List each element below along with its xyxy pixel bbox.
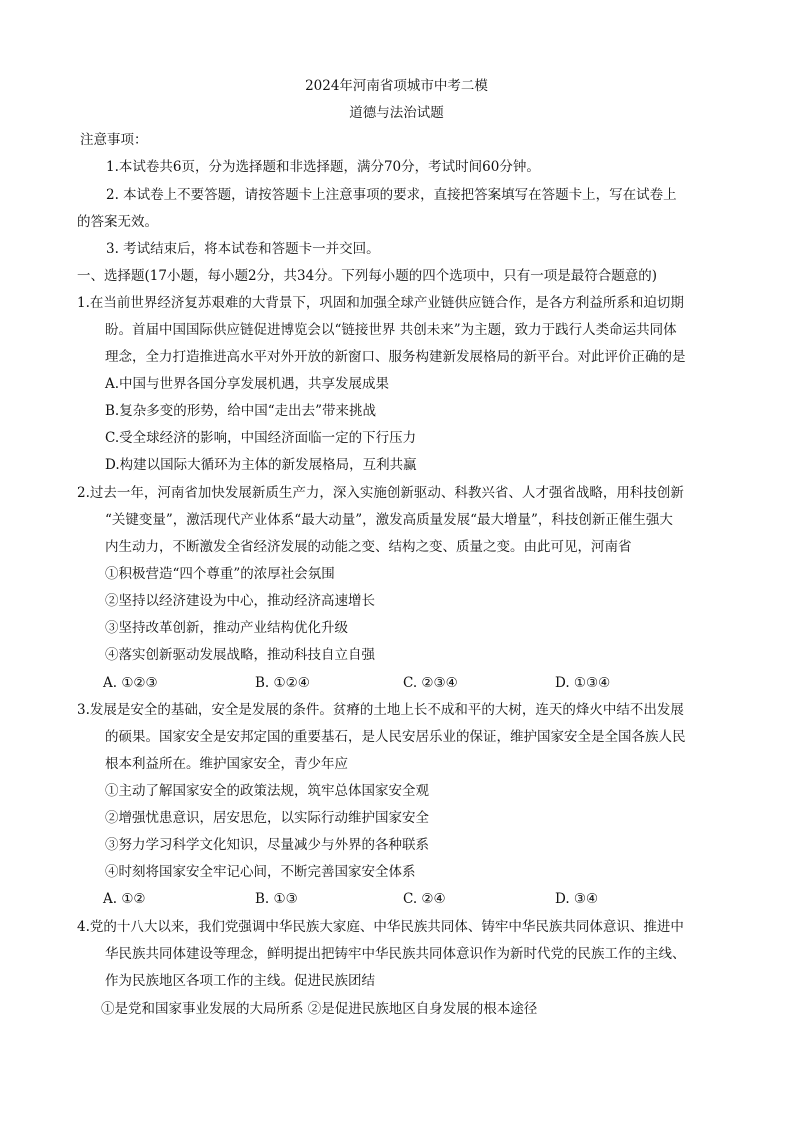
q2-options [103,673,663,693]
q3-statement-4: ④时刻将国家安全牢记心间，不断完善国家安全体系 [105,864,416,880]
exam-subject: 道德与法治试题 [349,105,444,121]
q2-statement-3: ③坚持改革创新，推动产业结构优化升级 [105,620,348,636]
q4-statements-1-2: ①是党和国家事业发展的大局所系 ②是促进民族地区自身发展的根本途径 [101,1001,538,1017]
q1-stem-line-1: 1.在当前世界经济复苏艰难的大背景下，巩固和加强全球产业链供应链合作，是各方利益所系和迫切期 [77,295,684,311]
notice-item-2-line-1: 2. 本试卷上不要答题，请按答题卡上注意事项的要求，直接把答案填写在答题卡上，写在试卷上 [106,187,677,203]
q1-stem-line-3: 理念，全力打造推进高水平对外开放的新窗口、服务构建新发展格局的新平台。对此评价正确的是 [105,349,686,365]
q2-option-b: B. ①②④ [255,675,310,691]
section-1-heading: 一、选择题(17小题，每小题2分，共34分。下列每小题的四个选项中，只有一项是最符合题意的) [77,268,657,284]
q3-statement-1: ①主动了解国家安全的政策法规，筑牢总体国家安全观 [105,783,429,799]
notice-item-1: 1.本试卷共6页，分为选择题和非选择题，满分70分，考试时间60分钟。 [106,159,540,175]
q2-stem-line-3: 内生动力，不断激发全省经济发展的动能之变、结构之变、质量之变。由此可见，河南省 [105,539,632,555]
notice-heading: 注意事项： [80,132,148,148]
q2-option-d: D. ①③④ [555,675,611,691]
q1-option-c: C.受全球经济的影响，中国经济面临一定的下行压力 [105,430,417,446]
q3-statement-2: ②增强忧患意识，居安思危，以实际行动维护国家安全 [105,810,429,826]
q3-statement-3: ③努力学习科学文化知识，尽量减少与外界的各种联系 [105,837,429,853]
q4-stem-line-1: 4.党的十八大以来，我们党强调中华民族大家庭、中华民族共同体、铸牢中华民族共同体意识、推进中 [77,919,684,935]
q3-stem-line-3: 根本利益所在。维护国家安全，青少年应 [105,756,348,772]
q4-stem-line-2: 华民族共同体建设等理念，鲜明提出把铸牢中华民族共同体意识作为新时代党的民族工作的主线、 [105,946,686,962]
q2-statement-1: ①积极营造“四个尊重”的浓厚社会氛围 [105,566,335,582]
q3-options [103,889,663,909]
q3-option-b: B. ①③ [255,891,298,907]
q2-stem-line-1: 2.过去一年，河南省加快发展新质生产力，深入实施创新驱动、科教兴省、人才强省战略，用科技创新 [77,485,684,501]
q2-option-a: A. ①②③ [103,675,158,691]
q3-option-c: C. ②④ [403,891,446,907]
q2-statement-4: ④落实创新驱动发展战略，推动科技自立自强 [105,647,375,663]
q2-option-c: C. ②③④ [403,675,458,691]
q2-statement-2: ②坚持以经济建设为中心，推动经济高速增长 [105,593,375,609]
exam-title: 2024年河南省项城市中考二模 [305,78,488,94]
q3-option-d: D. ③④ [555,891,599,907]
q1-option-a: A.中国与世界各国分享发展机遇，共享发展成果 [105,376,390,392]
notice-item-3: 3. 考试结束后，将本试卷和答题卡一并交回。 [106,241,380,257]
q3-stem-line-2: 的硕果。国家安全是安邦定国的重要基石，是人民安居乐业的保证，维护国家安全是全国各族人民 [105,729,686,745]
q1-option-b: B.复杂多变的形势，给中国“走出去”带来挑战 [105,403,377,419]
q3-option-a: A. ①② [103,891,146,907]
notice-item-2-line-2: 的答案无效。 [77,214,158,230]
q2-stem-line-2: “关键变量”，激活现代产业体系“最大动量”，激发高质量发展“最大增量”，科技创新正催生强大 [105,512,673,528]
q4-stem-line-3: 作为民族地区各项工作的主线。促进民族团结 [105,973,375,989]
q3-stem-line-1: 3.发展是安全的基础，安全是发展的条件。贫瘠的土地上长不成和平的大树，连天的烽火中结不出发展 [77,702,684,718]
q1-stem-line-2: 盼。首届中国国际供应链促进博览会以“链接世界 共创未来”为主题，致力于践行人类命运共同体 [105,322,677,338]
q1-option-d: D.构建以国际大循环为主体的新发展格局，互利共赢 [105,457,417,473]
